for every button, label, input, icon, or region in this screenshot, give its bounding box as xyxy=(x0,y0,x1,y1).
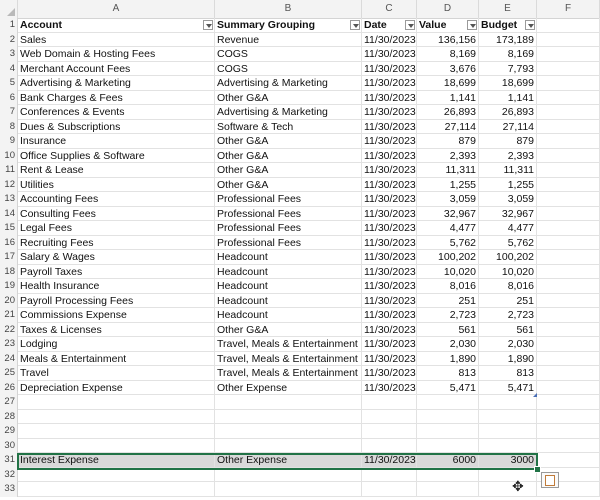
date-cell[interactable]: 11/30/2023 xyxy=(364,77,416,89)
value-cell[interactable] xyxy=(417,395,479,410)
column-header-c[interactable]: C xyxy=(362,0,417,18)
table-row xyxy=(0,120,600,135)
select-all-corner[interactable] xyxy=(0,0,18,18)
budget-cell[interactable]: 5,762 xyxy=(479,236,537,251)
budget-cell[interactable]: 100,202 xyxy=(479,250,537,265)
grouping-cell[interactable]: Professional Fees xyxy=(215,236,362,251)
budget-cell[interactable]: 8,016 xyxy=(479,279,537,294)
budget-cell[interactable] xyxy=(479,439,537,454)
empty-cell-f[interactable] xyxy=(537,250,600,265)
budget-cell[interactable]: 8,169 xyxy=(479,47,537,62)
row-number[interactable]: 23 xyxy=(0,337,18,352)
date-cell[interactable]: 11/30/2023 xyxy=(364,280,416,292)
empty-cell-f[interactable] xyxy=(537,18,600,33)
value-cell[interactable] xyxy=(417,424,479,439)
date-cell[interactable] xyxy=(362,424,417,439)
account-cell[interactable]: Taxes & Licenses xyxy=(18,323,215,338)
grouping-cell[interactable]: COGS xyxy=(215,47,362,62)
grouping-cell[interactable]: Headcount xyxy=(215,308,362,323)
grouping-cell[interactable] xyxy=(215,439,362,454)
date-cell[interactable]: 11/30/2023 xyxy=(364,106,416,118)
account-cell[interactable]: Lodging xyxy=(18,337,215,352)
grouping-cell[interactable]: Headcount xyxy=(215,265,362,280)
budget-cell[interactable]: 26,893 xyxy=(479,105,537,120)
date-cell[interactable]: 11/30/2023 xyxy=(364,207,416,220)
table-row xyxy=(0,91,600,106)
date-cell[interactable]: 11/30/2023 xyxy=(364,164,416,176)
account-cell[interactable] xyxy=(18,395,215,410)
date-cell[interactable] xyxy=(362,482,417,497)
budget-cell[interactable]: 18,699 xyxy=(479,76,537,91)
empty-cell-f[interactable] xyxy=(537,308,600,323)
header-budget-label: Budget xyxy=(481,19,518,31)
column-header-row xyxy=(0,0,600,19)
account-cell[interactable]: Utilities xyxy=(18,178,215,193)
row-number[interactable]: 12 xyxy=(0,178,18,193)
value-cell[interactable]: 879 xyxy=(417,134,479,149)
table-row xyxy=(0,236,600,251)
date-cell[interactable] xyxy=(362,439,417,454)
date-cell[interactable]: 11/30/2023 xyxy=(364,91,416,104)
account-cell[interactable]: Health Insurance xyxy=(18,279,215,294)
table-row xyxy=(0,308,600,323)
empty-cell-f[interactable] xyxy=(537,91,600,106)
grouping-filter-icon[interactable] xyxy=(350,20,360,30)
value-cell[interactable]: 1,255 xyxy=(417,178,479,193)
account-cell[interactable] xyxy=(18,468,215,483)
table-row xyxy=(0,163,600,178)
table-row xyxy=(0,178,600,193)
account-cell[interactable]: Bank Charges & Fees xyxy=(18,91,215,106)
row-number[interactable]: 32 xyxy=(0,468,18,483)
row-number[interactable]: 15 xyxy=(0,221,18,236)
table-row xyxy=(0,105,600,120)
value-cell[interactable]: 561 xyxy=(417,323,479,338)
empty-cell-f[interactable] xyxy=(537,76,600,91)
grouping-cell[interactable]: Travel, Meals & Entertainment xyxy=(215,366,362,381)
date-cell[interactable]: 11/30/2023 xyxy=(364,454,416,466)
account-cell[interactable]: Web Domain & Hosting Fees xyxy=(18,47,215,62)
row-number[interactable]: 17 xyxy=(0,250,18,265)
account-cell[interactable]: Rent & Lease xyxy=(18,163,215,178)
value-cell[interactable]: 100,202 xyxy=(417,250,479,265)
value-cell[interactable]: 3,676 xyxy=(417,62,479,77)
row-number[interactable]: 19 xyxy=(0,279,18,294)
table-row xyxy=(0,468,600,483)
table-row xyxy=(0,352,600,367)
value-cell[interactable]: 1,890 xyxy=(417,352,479,367)
row-number[interactable]: 2 xyxy=(0,33,18,48)
grouping-cell[interactable]: COGS xyxy=(215,62,362,77)
empty-cell-f[interactable] xyxy=(537,178,600,193)
account-cell[interactable]: Payroll Taxes xyxy=(18,265,215,280)
grouping-cell[interactable]: Other G&A xyxy=(215,178,362,193)
empty-cell-f[interactable] xyxy=(537,265,600,280)
row-number[interactable]: 5 xyxy=(0,76,18,91)
empty-cell-f[interactable] xyxy=(537,439,600,454)
value-cell[interactable]: 11,311 xyxy=(417,163,479,178)
date-cell[interactable]: 11/30/2023 xyxy=(364,120,416,133)
grouping-cell[interactable] xyxy=(215,468,362,483)
budget-cell[interactable]: 7,793 xyxy=(479,62,537,77)
budget-cell[interactable]: 32,967 xyxy=(479,207,537,222)
empty-cell-f[interactable] xyxy=(537,221,600,236)
row-number[interactable]: 8 xyxy=(0,120,18,135)
empty-cell-f[interactable] xyxy=(537,337,600,352)
grouping-cell[interactable]: Headcount xyxy=(215,250,362,265)
empty-cell-f[interactable] xyxy=(537,366,600,381)
table-row xyxy=(0,395,600,410)
grouping-cell[interactable]: Professional Fees xyxy=(215,192,362,207)
budget-cell[interactable]: 3,059 xyxy=(479,192,537,207)
date-cell[interactable]: 11/30/2023 xyxy=(364,178,416,191)
grouping-cell[interactable]: Advertising & Marketing xyxy=(215,76,362,91)
empty-cell-f[interactable] xyxy=(537,105,600,120)
value-cell[interactable]: 10,020 xyxy=(417,265,479,280)
value-cell[interactable]: 1,141 xyxy=(417,91,479,106)
budget-cell[interactable]: 813 xyxy=(479,366,537,381)
account-cell[interactable]: Legal Fees xyxy=(18,221,215,236)
account-cell[interactable] xyxy=(18,410,215,425)
account-cell[interactable]: Consulting Fees xyxy=(18,207,215,222)
grouping-cell[interactable] xyxy=(215,410,362,425)
grouping-cell[interactable]: Professional Fees xyxy=(215,221,362,236)
row-number[interactable]: 7 xyxy=(0,105,18,120)
header-row xyxy=(0,18,600,33)
empty-cell-f[interactable] xyxy=(537,134,600,149)
row-number[interactable]: 16 xyxy=(0,236,18,251)
header-date-label: Date xyxy=(364,19,387,31)
row-number[interactable]: 13 xyxy=(0,192,18,207)
empty-cell-f[interactable] xyxy=(537,323,600,338)
date-cell[interactable] xyxy=(362,395,417,410)
value-cell[interactable]: 4,477 xyxy=(417,221,479,236)
account-cell[interactable]: Office Supplies & Software xyxy=(18,149,215,164)
move-cursor-icon: ✥ xyxy=(512,478,524,494)
account-cell[interactable]: Interest Expense xyxy=(18,453,215,468)
row-number[interactable]: 30 xyxy=(0,439,18,454)
budget-cell[interactable]: 1,890 xyxy=(479,352,537,367)
column-header-e[interactable]: E xyxy=(479,0,537,18)
table-row xyxy=(0,366,600,381)
table-row xyxy=(0,221,600,236)
date-cell[interactable]: 11/30/2023 xyxy=(364,222,416,234)
date-cell[interactable]: 11/30/2023 xyxy=(364,48,416,60)
table-row xyxy=(0,294,600,309)
empty-cell-f[interactable] xyxy=(537,163,600,178)
table-row xyxy=(0,279,600,294)
row-number[interactable]: 28 xyxy=(0,410,18,425)
row-number[interactable]: 9 xyxy=(0,134,18,149)
grouping-cell[interactable]: Other Expense xyxy=(215,453,362,468)
date-cell[interactable]: 11/30/2023 xyxy=(364,135,416,147)
grouping-cell[interactable]: Headcount xyxy=(215,279,362,294)
table-row xyxy=(0,149,600,164)
value-cell[interactable] xyxy=(417,468,479,483)
value-cell[interactable]: 5,471 xyxy=(417,381,479,396)
grouping-cell[interactable]: Revenue xyxy=(215,33,362,48)
account-cell[interactable]: Advertising & Marketing xyxy=(18,76,215,91)
table-row xyxy=(0,134,600,149)
row-number[interactable]: 31 xyxy=(0,453,18,468)
selected-table-row xyxy=(0,453,600,468)
account-cell[interactable]: Payroll Processing Fees xyxy=(18,294,215,309)
date-cell[interactable] xyxy=(362,468,417,483)
date-cell[interactable]: 11/30/2023 xyxy=(364,149,416,162)
date-filter-icon[interactable] xyxy=(405,20,415,30)
empty-cell-f[interactable] xyxy=(537,453,600,468)
column-header-a[interactable]: A xyxy=(18,0,215,18)
grouping-cell[interactable]: Other Expense xyxy=(215,381,362,396)
value-cell[interactable]: 251 xyxy=(417,294,479,309)
account-cell[interactable]: Dues & Subscriptions xyxy=(18,120,215,135)
table-row xyxy=(0,265,600,280)
budget-cell[interactable]: 173,189 xyxy=(479,33,537,48)
row-number[interactable]: 27 xyxy=(0,395,18,410)
value-cell[interactable] xyxy=(417,482,479,497)
empty-cell-f[interactable] xyxy=(537,47,600,62)
row-number[interactable]: 10 xyxy=(0,149,18,164)
cell-indicator-icon xyxy=(533,393,537,397)
value-cell[interactable]: 26,893 xyxy=(417,105,479,120)
table-row xyxy=(0,207,600,222)
value-cell[interactable]: 27,114 xyxy=(417,120,479,135)
budget-cell[interactable]: 2,723 xyxy=(479,308,537,323)
empty-cell-f[interactable] xyxy=(537,33,600,48)
value-cell[interactable]: 136,156 xyxy=(417,33,479,48)
row-number[interactable]: 3 xyxy=(0,47,18,62)
date-cell[interactable]: 11/30/2023 xyxy=(364,381,416,394)
row-number[interactable]: 24 xyxy=(0,352,18,367)
budget-cell[interactable]: 3000 xyxy=(479,453,537,468)
table-row xyxy=(0,76,600,91)
table-row xyxy=(0,192,600,207)
grouping-cell[interactable] xyxy=(215,424,362,439)
paste-options-icon[interactable] xyxy=(541,472,559,488)
budget-cell[interactable]: 2,393 xyxy=(479,149,537,164)
column-header-f[interactable]: F xyxy=(537,0,600,18)
fill-handle[interactable] xyxy=(534,466,541,473)
grouping-cell[interactable]: Headcount xyxy=(215,294,362,309)
account-cell[interactable] xyxy=(18,424,215,439)
value-cell[interactable] xyxy=(417,439,479,454)
empty-cell-f[interactable] xyxy=(537,424,600,439)
header-account-label: Account xyxy=(20,19,62,31)
grouping-cell[interactable]: Other G&A xyxy=(215,91,362,106)
date-cell[interactable]: 11/30/2023 xyxy=(364,294,416,307)
grouping-cell[interactable]: Other G&A xyxy=(215,149,362,164)
table-row xyxy=(0,250,600,265)
table-row xyxy=(0,323,600,338)
account-cell[interactable]: Meals & Entertainment xyxy=(18,352,215,367)
grouping-cell[interactable]: Travel, Meals & Entertainment xyxy=(215,352,362,367)
date-cell[interactable]: 11/30/2023 xyxy=(364,309,416,321)
empty-cell-f[interactable] xyxy=(537,352,600,367)
table-row xyxy=(0,33,600,48)
account-cell[interactable]: Travel xyxy=(18,366,215,381)
date-cell[interactable]: 11/30/2023 xyxy=(364,367,416,379)
account-cell[interactable] xyxy=(18,482,215,497)
budget-cell[interactable]: 5,471 xyxy=(479,381,537,396)
account-cell[interactable]: Conferences & Events xyxy=(18,105,215,120)
budget-cell[interactable] xyxy=(479,395,537,410)
date-cell[interactable]: 11/30/2023 xyxy=(364,265,416,278)
empty-cell-f[interactable] xyxy=(537,395,600,410)
table-row xyxy=(0,337,600,352)
grouping-cell[interactable] xyxy=(215,482,362,497)
header-grouping-cell[interactable] xyxy=(215,18,362,33)
row-number[interactable]: 20 xyxy=(0,294,18,309)
grouping-cell[interactable]: Professional Fees xyxy=(215,207,362,222)
date-cell[interactable]: 11/30/2023 xyxy=(364,62,416,75)
value-filter-icon[interactable] xyxy=(467,20,477,30)
column-header-b[interactable]: B xyxy=(215,0,362,18)
value-cell[interactable]: 8,169 xyxy=(417,47,479,62)
empty-cell-f[interactable] xyxy=(537,381,600,396)
row-number[interactable]: 1 xyxy=(0,18,18,33)
empty-cell-f[interactable] xyxy=(537,279,600,294)
value-cell[interactable]: 2,723 xyxy=(417,308,479,323)
table-row xyxy=(0,62,600,77)
grouping-cell[interactable]: Other G&A xyxy=(215,323,362,338)
table-row xyxy=(0,47,600,62)
table-row xyxy=(0,410,600,425)
header-value-label: Value xyxy=(419,19,447,31)
empty-cell-f[interactable] xyxy=(537,149,600,164)
value-cell[interactable]: 5,762 xyxy=(417,236,479,251)
row-number[interactable]: 4 xyxy=(0,62,18,77)
budget-cell[interactable] xyxy=(479,482,537,497)
budget-cell[interactable]: 27,114 xyxy=(479,120,537,135)
value-cell[interactable]: 3,059 xyxy=(417,192,479,207)
account-filter-icon[interactable] xyxy=(203,20,213,30)
value-cell[interactable]: 18,699 xyxy=(417,76,479,91)
budget-cell[interactable]: 4,477 xyxy=(479,221,537,236)
budget-cell[interactable] xyxy=(479,468,537,483)
grouping-cell[interactable]: Other G&A xyxy=(215,134,362,149)
row-number[interactable]: 22 xyxy=(0,323,18,338)
budget-cell[interactable]: 2,030 xyxy=(479,337,537,352)
row-number[interactable]: 18 xyxy=(0,265,18,280)
budget-cell[interactable]: 1,141 xyxy=(479,91,537,106)
account-cell[interactable] xyxy=(18,439,215,454)
row-number[interactable]: 33 xyxy=(0,482,18,497)
account-cell[interactable]: Accounting Fees xyxy=(18,192,215,207)
budget-cell[interactable]: 11,311 xyxy=(479,163,537,178)
account-cell[interactable]: Commissions Expense xyxy=(18,308,215,323)
empty-cell-f[interactable] xyxy=(537,120,600,135)
row-number[interactable]: 21 xyxy=(0,308,18,323)
budget-cell[interactable]: 251 xyxy=(479,294,537,309)
column-header-d[interactable]: D xyxy=(417,0,479,18)
row-number[interactable]: 11 xyxy=(0,163,18,178)
table-row xyxy=(0,439,600,454)
account-cell[interactable]: Recruiting Fees xyxy=(18,236,215,251)
budget-filter-icon[interactable] xyxy=(525,20,535,30)
budget-cell[interactable] xyxy=(479,410,537,425)
table-row xyxy=(0,381,600,396)
row-number[interactable]: 29 xyxy=(0,424,18,439)
table-row xyxy=(0,424,600,439)
budget-cell[interactable]: 561 xyxy=(479,323,537,338)
date-cell[interactable]: 11/30/2023 xyxy=(364,236,416,249)
row-number[interactable]: 14 xyxy=(0,207,18,222)
value-cell[interactable] xyxy=(417,410,479,425)
account-cell[interactable]: Depreciation Expense xyxy=(18,381,215,396)
table-row xyxy=(0,482,600,497)
budget-cell[interactable]: 879 xyxy=(479,134,537,149)
empty-cell-f[interactable] xyxy=(537,207,600,222)
value-cell[interactable]: 8,016 xyxy=(417,279,479,294)
value-cell[interactable]: 2,030 xyxy=(417,337,479,352)
grouping-cell[interactable]: Other G&A xyxy=(215,163,362,178)
budget-cell[interactable] xyxy=(479,424,537,439)
grouping-cell[interactable]: Advertising & Marketing xyxy=(215,105,362,120)
date-cell[interactable] xyxy=(362,410,417,425)
account-cell[interactable]: Merchant Account Fees xyxy=(18,62,215,77)
date-cell[interactable]: 11/30/2023 xyxy=(364,193,416,205)
account-cell[interactable]: Insurance xyxy=(18,134,215,149)
value-cell[interactable]: 32,967 xyxy=(417,207,479,222)
row-number[interactable]: 25 xyxy=(0,366,18,381)
date-cell[interactable]: 11/30/2023 xyxy=(364,352,416,365)
empty-cell-f[interactable] xyxy=(537,294,600,309)
grouping-cell[interactable]: Software & Tech xyxy=(215,120,362,135)
empty-cell-f[interactable] xyxy=(537,62,600,77)
account-cell[interactable]: Salary & Wages xyxy=(18,250,215,265)
value-cell[interactable]: 2,393 xyxy=(417,149,479,164)
budget-cell[interactable]: 10,020 xyxy=(479,265,537,280)
grouping-cell[interactable] xyxy=(215,395,362,410)
row-number[interactable]: 26 xyxy=(0,381,18,396)
date-cell[interactable]: 11/30/2023 xyxy=(364,323,416,336)
value-cell[interactable]: 813 xyxy=(417,366,479,381)
date-cell[interactable]: 11/30/2023 xyxy=(364,251,416,263)
account-cell[interactable]: Sales xyxy=(18,33,215,48)
empty-cell-f[interactable] xyxy=(537,236,600,251)
date-cell[interactable]: 11/30/2023 xyxy=(364,33,416,46)
value-cell[interactable]: 6000 xyxy=(417,453,479,468)
grouping-cell[interactable]: Travel, Meals & Entertainment xyxy=(215,337,362,352)
empty-cell-f[interactable] xyxy=(537,192,600,207)
header-grouping-label: Summary Grouping xyxy=(217,19,316,31)
empty-cell-f[interactable] xyxy=(537,410,600,425)
date-cell[interactable]: 11/30/2023 xyxy=(364,338,416,350)
header-account-cell[interactable] xyxy=(18,18,215,33)
row-number[interactable]: 6 xyxy=(0,91,18,106)
budget-cell[interactable]: 1,255 xyxy=(479,178,537,193)
